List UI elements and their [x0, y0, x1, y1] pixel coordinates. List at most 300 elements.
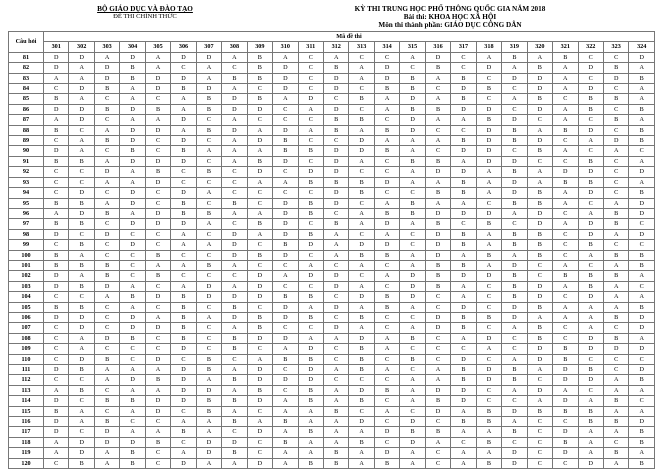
answer-cell: B [374, 84, 399, 94]
answer-cell: D [527, 208, 552, 218]
answer-cell: A [553, 104, 578, 114]
answer-cell: D [451, 385, 476, 395]
answer-cell: D [247, 375, 272, 385]
answer-cell: C [323, 208, 348, 218]
answer-cell: A [476, 188, 501, 198]
answer-cell: D [629, 208, 655, 218]
answer-cell: C [502, 219, 527, 229]
answer-cell: A [476, 240, 501, 250]
answer-cell: A [527, 125, 552, 135]
answer-cell: B [94, 208, 119, 218]
answer-cell: C [298, 63, 323, 73]
answer-cell: D [171, 385, 196, 395]
exam-title-block [325, 5, 575, 29]
answer-cell: A [171, 229, 196, 239]
answer-cell: A [349, 302, 374, 312]
answer-cell: A [400, 396, 425, 406]
answer-cell: C [323, 354, 348, 364]
answer-cell: B [44, 250, 69, 260]
answer-cell: C [553, 229, 578, 239]
answer-cell: D [273, 302, 298, 312]
answer-cell: A [425, 437, 450, 447]
answer-cell: D [323, 281, 348, 291]
answer-cell: C [273, 281, 298, 291]
answer-cell: A [120, 427, 145, 437]
answer-cell: B [349, 437, 374, 447]
answer-cell: C [451, 344, 476, 354]
answer-cell: D [527, 104, 552, 114]
answer-cell: A [578, 437, 603, 447]
answer-cell: D [527, 84, 552, 94]
answer-cell: D [578, 63, 603, 73]
answer-cell: D [44, 417, 69, 427]
answer-cell: D [502, 458, 527, 468]
answer-cell: A [374, 198, 399, 208]
answer-cell: D [349, 240, 374, 250]
answer-cell: B [629, 375, 655, 385]
answer-cell: D [247, 281, 272, 291]
answer-cell: D [425, 52, 450, 62]
exam-code-header: 308 [222, 42, 247, 52]
answer-cell: C [553, 458, 578, 468]
answer-cell: C [273, 385, 298, 395]
answer-cell: C [578, 52, 603, 62]
answer-cell: C [603, 437, 628, 447]
answer-cell: C [94, 146, 119, 156]
answer-cell: A [94, 198, 119, 208]
table-row [9, 177, 655, 187]
answer-cell: B [374, 250, 399, 260]
answer-cell: B [222, 417, 247, 427]
answer-cell: B [196, 94, 221, 104]
table-row [9, 198, 655, 208]
answer-cell: C [222, 354, 247, 364]
answer-cell: C [120, 271, 145, 281]
answer-cell: D [120, 312, 145, 322]
answer-cell: C [476, 281, 501, 291]
answer-cell: A [94, 365, 119, 375]
answer-cell: D [247, 271, 272, 281]
answer-cell: C [94, 406, 119, 416]
table-row [9, 146, 655, 156]
answer-cell: C [247, 344, 272, 354]
answer-cell: A [222, 84, 247, 94]
answer-cell: C [349, 271, 374, 281]
answer-cell: A [94, 448, 119, 458]
exam-code-header: 324 [629, 42, 655, 52]
question-number: 95 [9, 198, 44, 208]
answer-cell: B [476, 406, 501, 416]
answer-cell: D [222, 292, 247, 302]
answer-cell: A [323, 240, 348, 250]
answer-cell: B [196, 167, 221, 177]
answer-cell: D [323, 188, 348, 198]
answer-cell: C [69, 167, 94, 177]
answer-cell: A [120, 167, 145, 177]
answer-cell: D [425, 240, 450, 250]
answer-cell: A [273, 458, 298, 468]
answer-cell: C [145, 417, 170, 427]
exam-code-header: 317 [451, 42, 476, 52]
answer-cell: C [298, 188, 323, 198]
answer-cell: D [298, 271, 323, 281]
exam-code-header: 319 [502, 42, 527, 52]
answer-cell: A [451, 115, 476, 125]
answer-cell: A [349, 427, 374, 437]
answer-cell: B [527, 323, 552, 333]
answer-cell: A [323, 437, 348, 447]
answer-cell: D [69, 323, 94, 333]
answer-cell: D [196, 448, 221, 458]
answer-cell: D [247, 136, 272, 146]
answer-cell: B [222, 198, 247, 208]
answer-cell: D [553, 375, 578, 385]
answer-cell: A [349, 125, 374, 135]
answer-cell: B [69, 260, 94, 270]
answer-cell: D [629, 344, 655, 354]
answer-cell: D [222, 250, 247, 260]
answer-cell: A [502, 63, 527, 73]
exam-code-header: 314 [374, 42, 399, 52]
answer-cell: A [69, 146, 94, 156]
answer-cell: B [502, 292, 527, 302]
answer-cell: A [527, 167, 552, 177]
answer-cell: D [273, 375, 298, 385]
answer-cell: A [273, 271, 298, 281]
answer-cell: D [247, 427, 272, 437]
answer-cell: B [196, 406, 221, 416]
answer-cell: D [400, 437, 425, 447]
answer-cell: A [247, 177, 272, 187]
answer-cell: D [629, 312, 655, 322]
answer-cell: C [374, 281, 399, 291]
answer-cell: D [629, 365, 655, 375]
answer-cell: A [273, 52, 298, 62]
answer-cell: D [298, 344, 323, 354]
question-number: 85 [9, 94, 44, 104]
answer-cell: A [247, 229, 272, 239]
answer-cell: D [247, 167, 272, 177]
question-number: 101 [9, 260, 44, 270]
answer-cell: B [451, 365, 476, 375]
answer-cell: C [298, 281, 323, 291]
table-row [9, 250, 655, 260]
answer-cell: A [196, 219, 221, 229]
answer-cell: B [451, 323, 476, 333]
answer-cell: B [374, 458, 399, 468]
answer-cell: B [298, 208, 323, 218]
answer-cell: A [145, 52, 170, 62]
answer-cell: B [502, 240, 527, 250]
question-number: 108 [9, 333, 44, 343]
answer-cell: C [527, 375, 552, 385]
answer-cell: C [94, 250, 119, 260]
answer-cell: C [171, 354, 196, 364]
answer-cell: A [578, 427, 603, 437]
answer-cell: A [629, 406, 655, 416]
answer-cell: A [476, 344, 501, 354]
answer-cell: D [247, 292, 272, 302]
answer-cell: C [94, 385, 119, 395]
answer-cell: C [400, 312, 425, 322]
answer-cell: B [476, 312, 501, 322]
answer-cell: D [247, 396, 272, 406]
answer-cell: C [323, 375, 348, 385]
answer-cell: D [502, 448, 527, 458]
answer-cell: A [349, 156, 374, 166]
answer-cell: C [603, 156, 628, 166]
answer-cell: B [44, 302, 69, 312]
answer-cell: C [44, 167, 69, 177]
answer-cell: B [476, 458, 501, 468]
answer-cell: C [44, 458, 69, 468]
answer-cell: C [94, 115, 119, 125]
answer-cell: A [94, 292, 119, 302]
answer-cell: D [94, 229, 119, 239]
answer-cell: D [527, 281, 552, 291]
answer-cell: D [553, 167, 578, 177]
answer-cell: B [527, 333, 552, 343]
answer-cell: C [298, 219, 323, 229]
answer-cell: D [578, 84, 603, 94]
answer-cell: B [69, 281, 94, 291]
answer-cell: B [451, 240, 476, 250]
answer-cell: B [502, 136, 527, 146]
answer-cell: A [222, 156, 247, 166]
answer-cell: D [273, 73, 298, 83]
answer-cell: B [323, 63, 348, 73]
answer-cell: D [120, 375, 145, 385]
answer-cell: B [603, 333, 628, 343]
answer-cell: A [374, 344, 399, 354]
answer-cell: A [349, 458, 374, 468]
answer-cell: B [298, 458, 323, 468]
answer-cell: D [69, 448, 94, 458]
answer-cell: B [451, 417, 476, 427]
answer-cell: D [145, 219, 170, 229]
answer-cell: C [476, 354, 501, 364]
answer-cell: D [120, 104, 145, 114]
answer-cell: A [349, 208, 374, 218]
answer-cell: C [145, 146, 170, 156]
answer-cell: B [400, 354, 425, 364]
answer-cell: C [425, 417, 450, 427]
answer-cell: D [145, 354, 170, 364]
answer-cell: D [120, 323, 145, 333]
answer-cell: B [349, 396, 374, 406]
exam-title: KỲ THI TRUNG HỌC PHỔ THÔNG QUỐC GIA NĂM 2018 [354, 5, 546, 13]
answer-cell: B [196, 104, 221, 114]
answer-cell: B [553, 52, 578, 62]
answer-cell: A [222, 52, 247, 62]
answer-cell: A [323, 229, 348, 239]
answer-cell: B [298, 396, 323, 406]
answer-cell: D [629, 198, 655, 208]
answer-cell: C [629, 240, 655, 250]
component-subject: Môn thi thành phần: GIÁO DỤC CÔNG DÂN [378, 21, 522, 29]
answer-cell: A [603, 229, 628, 239]
answer-cell: C [222, 167, 247, 177]
answer-cell: C [476, 302, 501, 312]
answer-cell: D [222, 240, 247, 250]
answer-cell: D [69, 104, 94, 114]
answer-cell: D [44, 365, 69, 375]
exam-code-header: 312 [323, 42, 348, 52]
answer-cell: A [171, 125, 196, 135]
answer-cell: D [527, 73, 552, 83]
answer-cell: B [527, 188, 552, 198]
answer-cell: D [451, 104, 476, 114]
answer-cell: B [145, 167, 170, 177]
answer-cell: A [476, 177, 501, 187]
answer-cell: B [603, 396, 628, 406]
answer-cell: D [247, 365, 272, 375]
exam-code-header: 318 [476, 42, 501, 52]
answer-cell: D [298, 167, 323, 177]
answer-cell: C [273, 104, 298, 114]
answer-cell: D [94, 73, 119, 83]
answer-cell: B [629, 437, 655, 447]
answer-cell: C [120, 344, 145, 354]
answer-cell: D [273, 63, 298, 73]
answer-cell: D [578, 167, 603, 177]
answer-cell: B [247, 250, 272, 260]
answer-cell: C [451, 437, 476, 447]
answer-cell: D [247, 458, 272, 468]
answer-cell: C [298, 156, 323, 166]
answer-cell: D [349, 385, 374, 395]
answer-cell: C [145, 229, 170, 239]
answer-cell: B [349, 188, 374, 198]
answer-cell: C [553, 250, 578, 260]
answer-cell: A [603, 292, 628, 302]
answer-cell: B [425, 219, 450, 229]
answer-cell: C [94, 344, 119, 354]
answer-cell: A [349, 260, 374, 270]
answer-cell: A [222, 365, 247, 375]
exam-code-header: 322 [578, 42, 603, 52]
answer-cell: D [425, 250, 450, 260]
exam-code-header: 305 [145, 42, 170, 52]
table-row [9, 229, 655, 239]
answer-cell: B [222, 448, 247, 458]
answer-cell: A [171, 240, 196, 250]
answer-cell: C [527, 427, 552, 437]
answer-cell: B [273, 417, 298, 427]
answer-cell: B [196, 260, 221, 270]
answer-cell: C [527, 458, 552, 468]
answer-cell: C [425, 84, 450, 94]
answer-cell: B [145, 250, 170, 260]
exam-code-header: 311 [298, 42, 323, 52]
answer-cell: C [374, 188, 399, 198]
answer-cell: B [44, 125, 69, 135]
answer-cell: C [502, 146, 527, 156]
answer-cell: D [44, 229, 69, 239]
answer-cell: D [273, 125, 298, 135]
answer-cell: A [323, 396, 348, 406]
answer-cell: C [451, 63, 476, 73]
answer-cell: D [120, 219, 145, 229]
answer-cell: A [400, 136, 425, 146]
answer-cell: B [145, 375, 170, 385]
answer-cell: C [222, 188, 247, 198]
answer-cell: D [629, 417, 655, 427]
answer-cell: B [323, 125, 348, 135]
question-number: 120 [9, 458, 44, 468]
table-row [9, 437, 655, 447]
answer-cell: D [196, 292, 221, 302]
answer-cell: A [527, 365, 552, 375]
answer-cell: D [451, 208, 476, 218]
answer-cell: C [425, 354, 450, 364]
table-row [9, 52, 655, 62]
answer-cell: B [629, 188, 655, 198]
answer-cell: B [425, 396, 450, 406]
answer-cell: D [400, 115, 425, 125]
answer-cell: B [94, 354, 119, 364]
answer-cell: A [425, 73, 450, 83]
answer-cell: C [69, 375, 94, 385]
answer-cell: B [323, 406, 348, 416]
answer-cell: D [400, 271, 425, 281]
answer-cell: A [451, 406, 476, 416]
answer-cell: D [222, 229, 247, 239]
answer-cell: A [603, 458, 628, 468]
answer-cell: B [247, 63, 272, 73]
answer-cell: C [44, 84, 69, 94]
answer-cell: A [527, 177, 552, 187]
answer-cell: A [553, 63, 578, 73]
answer-cell: D [145, 156, 170, 166]
answer-cell: C [120, 250, 145, 260]
answer-cell: B [349, 365, 374, 375]
subject-test: Bài thi: KHOA HỌC XÃ HỘI [403, 13, 497, 21]
answer-cell: C [171, 167, 196, 177]
answer-cell: B [578, 177, 603, 187]
exam-code-header: 302 [69, 42, 94, 52]
answer-cell: D [323, 198, 348, 208]
answer-cell: D [578, 125, 603, 135]
answer-cell: D [273, 250, 298, 260]
answer-cell: D [323, 146, 348, 156]
table-row [9, 312, 655, 322]
answer-cell: A [349, 323, 374, 333]
ministry-name: BỘ GIÁO DỤC VÀ ĐÀO TẠO [97, 5, 193, 13]
answer-cell: B [502, 281, 527, 291]
answer-cell: C [603, 323, 628, 333]
answer-cell: C [196, 177, 221, 187]
answer-cell: B [298, 312, 323, 322]
answer-cell: A [69, 94, 94, 104]
answer-cell: C [44, 240, 69, 250]
answer-cell: A [120, 406, 145, 416]
answer-cell: A [578, 312, 603, 322]
answer-cell: A [578, 396, 603, 406]
answer-cell: C [451, 52, 476, 62]
answer-cell: B [400, 104, 425, 114]
table-row [9, 458, 655, 468]
answer-cell: A [69, 344, 94, 354]
answer-cell: B [196, 396, 221, 406]
answer-cell: D [527, 354, 552, 364]
answer-cell: C [222, 177, 247, 187]
answer-cell: D [247, 333, 272, 343]
answer-key-table [8, 31, 655, 469]
answer-cell: A [69, 417, 94, 427]
table-row [9, 448, 655, 458]
answer-cell: C [44, 333, 69, 343]
